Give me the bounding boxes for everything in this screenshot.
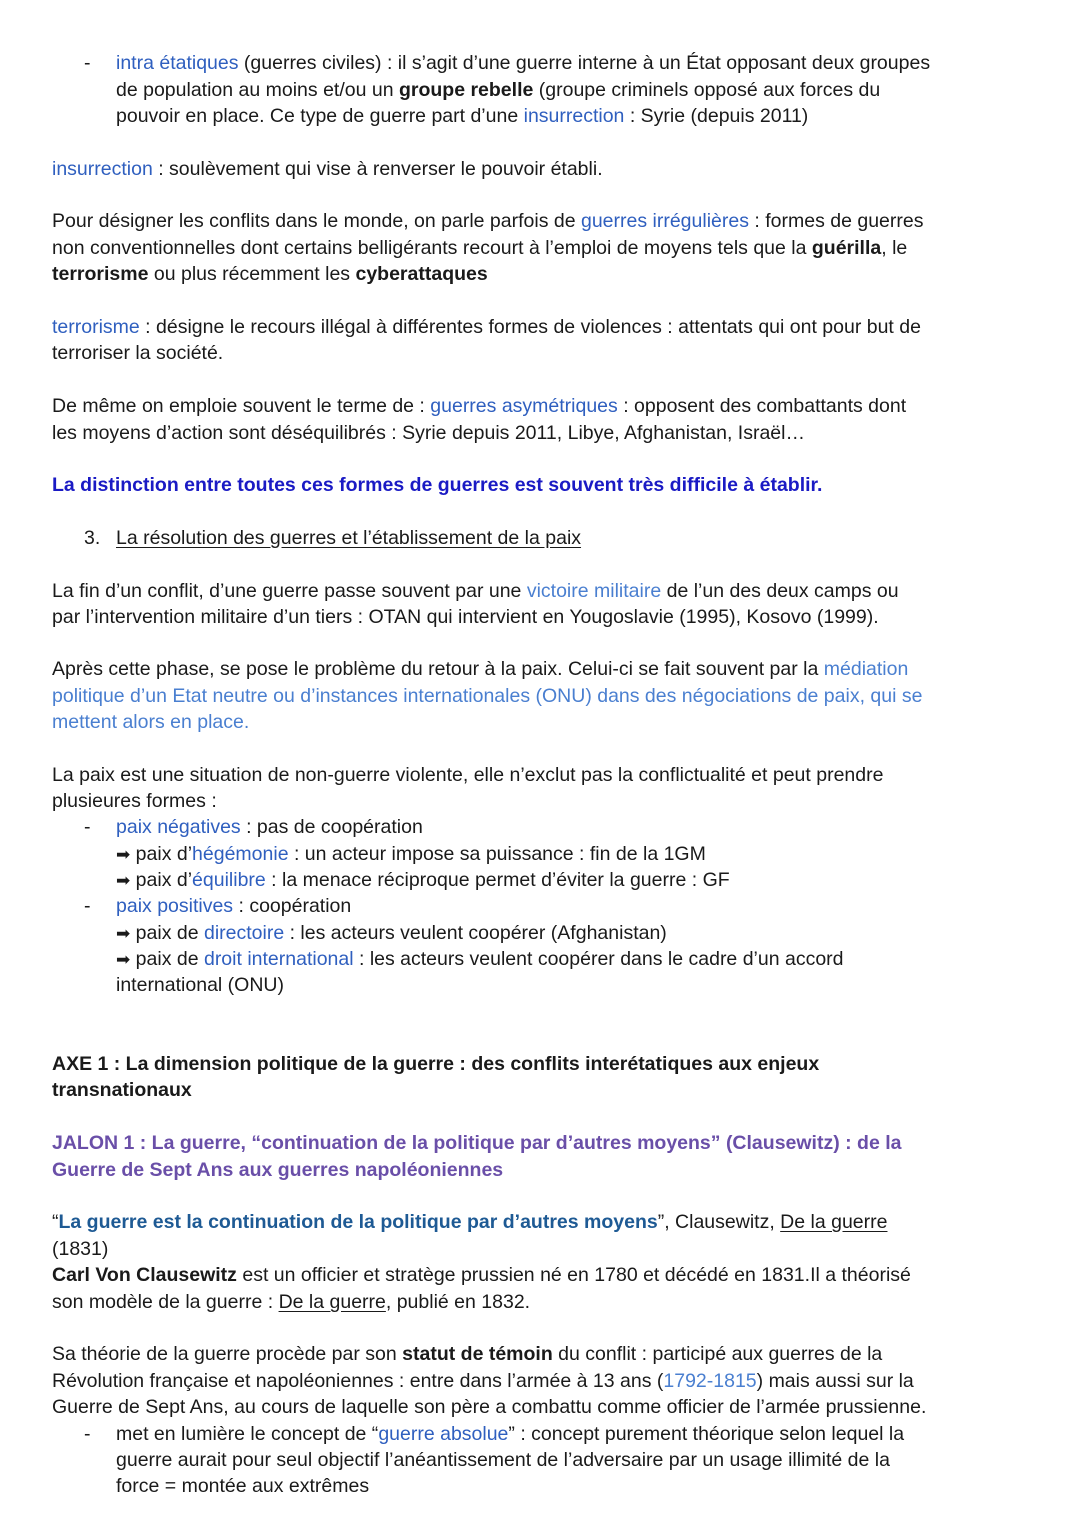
paragraph-guerres-irregulieres: Pour désigner les conflits dans le monde, on parle parfois de guerres irrégulières : formes de guerres: [52, 210, 924, 232]
bullet-dash: -: [84, 1423, 91, 1445]
citation: “La guerre est la continuation de la politique par d’autres moyens”, Clausewitz, De la guerre: [52, 1211, 888, 1233]
sub-item-directoire: ➡ paix de directoire : les acteurs veulent coopérer (Afghanistan): [116, 922, 667, 944]
jalon-heading: JALON 1 : La guerre, “continuation de la politique par d’autres moyens” (Clausewitz) : de la: [52, 1132, 902, 1154]
list-item-paix-negatives: paix négatives : pas de coopération: [116, 816, 423, 838]
quote-text: La guerre est la continuation de la politique par d’autres moyens: [58, 1211, 658, 1233]
axe-heading-cont: transnationaux: [52, 1079, 192, 1101]
section-number: 3.: [84, 527, 101, 549]
paragraph-retour-paix: Après cette phase, se pose le problème du retour à la paix. Celui-ci se fait souvent par la médiation: [52, 658, 909, 680]
text-line: guerre aurait pour seul objectif l’anéantissement de l’adversaire par un usage illimité de la: [116, 1449, 890, 1471]
key-statement: La distinction entre toutes ces formes de guerres est souvent très difficile à établir.: [52, 474, 823, 496]
list-item-guerre-absolue: met en lumière le concept de “guerre absolue” : concept purement théorique selon lequel la: [116, 1423, 905, 1445]
list-item-paix-positives: paix positives : coopération: [116, 895, 352, 917]
term-insurrection: insurrection: [523, 105, 625, 127]
text-line: Révolution française et napoléoniennes : entre dans l’armée à 13 ans (1792-1815) mais aussi sur la: [52, 1370, 914, 1392]
arrow-right-icon: ➡: [116, 950, 131, 969]
paragraph-paix: La paix est une situation de non-guerre violente, elle n’exclut pas la conflictualité et peut prendre: [52, 764, 884, 786]
bullet-dash: -: [84, 895, 91, 917]
term-intra-etatiques: intra étatiques: [116, 52, 239, 74]
bio-clausewitz: Carl Von Clausewitz est un officier et stratège prussien né en 1780 et décédé en 1831.Il a théorisé: [52, 1264, 911, 1286]
paragraph-fin-conflit: La fin d’un conflit, d’une guerre passe souvent par une victoire militaire de l’un des deux camps ou: [52, 580, 899, 602]
sub-item-droit-international: ➡ paix de droit international : les acteurs veulent coopérer dans le cadre d’un accord: [116, 948, 844, 970]
bullet-dash: -: [84, 52, 91, 74]
definition-insurrection: insurrection : soulèvement qui vise à renverser le pouvoir établi.: [52, 158, 603, 180]
jalon-heading-cont: Guerre de Sept Ans aux guerres napoléoniennes: [52, 1159, 504, 1181]
arrow-right-icon: ➡: [116, 924, 131, 943]
paragraph-theorie: Sa théorie de la guerre procède par son statut de témoin du conflit : participé aux guerres de la: [52, 1343, 883, 1365]
text-line: mettent alors en place.: [52, 711, 250, 733]
text-line: non conventionnelles dont certains belligérants recourt à l’emploi de moyens tels que la guérilla, le: [52, 237, 908, 259]
sub-item-equilibre: ➡ paix d’équilibre : la menace réciproque permet d’éviter la guerre : GF: [116, 869, 730, 891]
arrow-right-icon: ➡: [116, 871, 131, 890]
list-item-intra-etatiques: intra étatiques (guerres civiles) : il s’agit d’une guerre interne à un État opposant deux groupes: [116, 52, 931, 74]
text-line: Guerre de Sept Ans, au cours de laquelle son père a combattu comme officier de l’armée prussienne.: [52, 1396, 927, 1418]
arrow-right-icon: ➡: [116, 845, 131, 864]
sub-item-hegemonie: ➡ paix d’hégémonie : un acteur impose sa puissance : fin de la 1GM: [116, 843, 706, 865]
citation-year: (1831): [52, 1238, 109, 1260]
text-line: terroriser la société.: [52, 342, 224, 364]
bullet-dash: -: [84, 816, 91, 838]
book-title: De la guerre: [780, 1211, 888, 1233]
definition-terrorisme: terrorisme : désigne le recours illégal à différentes formes de violences : attentats qui ont pour but de: [52, 316, 921, 338]
section-heading: La résolution des guerres et l’établissement de la paix: [116, 527, 582, 549]
text-line: plusieures formes :: [52, 790, 217, 812]
text-line: son modèle de la guerre : De la guerre, publié en 1832.: [52, 1291, 531, 1313]
text-line: terrorisme ou plus récemment les cyberattaques: [52, 263, 488, 285]
text-line: par l’intervention militaire d’un tiers : OTAN qui intervient en Yougoslavie (1995), Kosovo (1999).: [52, 606, 879, 628]
text-line: force = montée aux extrêmes: [116, 1475, 370, 1497]
text-line: de population au moins et/ou un groupe rebelle (groupe criminels opposé aux forces du: [116, 79, 881, 101]
text-line: politique d’un Etat neutre ou d’instances internationales (ONU) dans des négociations de paix, qui se: [52, 685, 923, 707]
paragraph-guerres-asymetriques: De même on emploie souvent le terme de : guerres asymétriques : opposent des combattants dont: [52, 395, 907, 417]
text-line: pouvoir en place. Ce type de guerre part d’une insurrection : Syrie (depuis 2011): [116, 105, 809, 127]
text-line: les moyens d’action sont déséquilibrés : Syrie depuis 2011, Libye, Afghanistan, Israël…: [52, 422, 805, 444]
text-line: international (ONU): [116, 974, 284, 996]
axe-heading: AXE 1 : La dimension politique de la guerre : des conflits interétatiques aux enjeux: [52, 1053, 820, 1075]
book-title: De la guerre: [278, 1291, 386, 1313]
